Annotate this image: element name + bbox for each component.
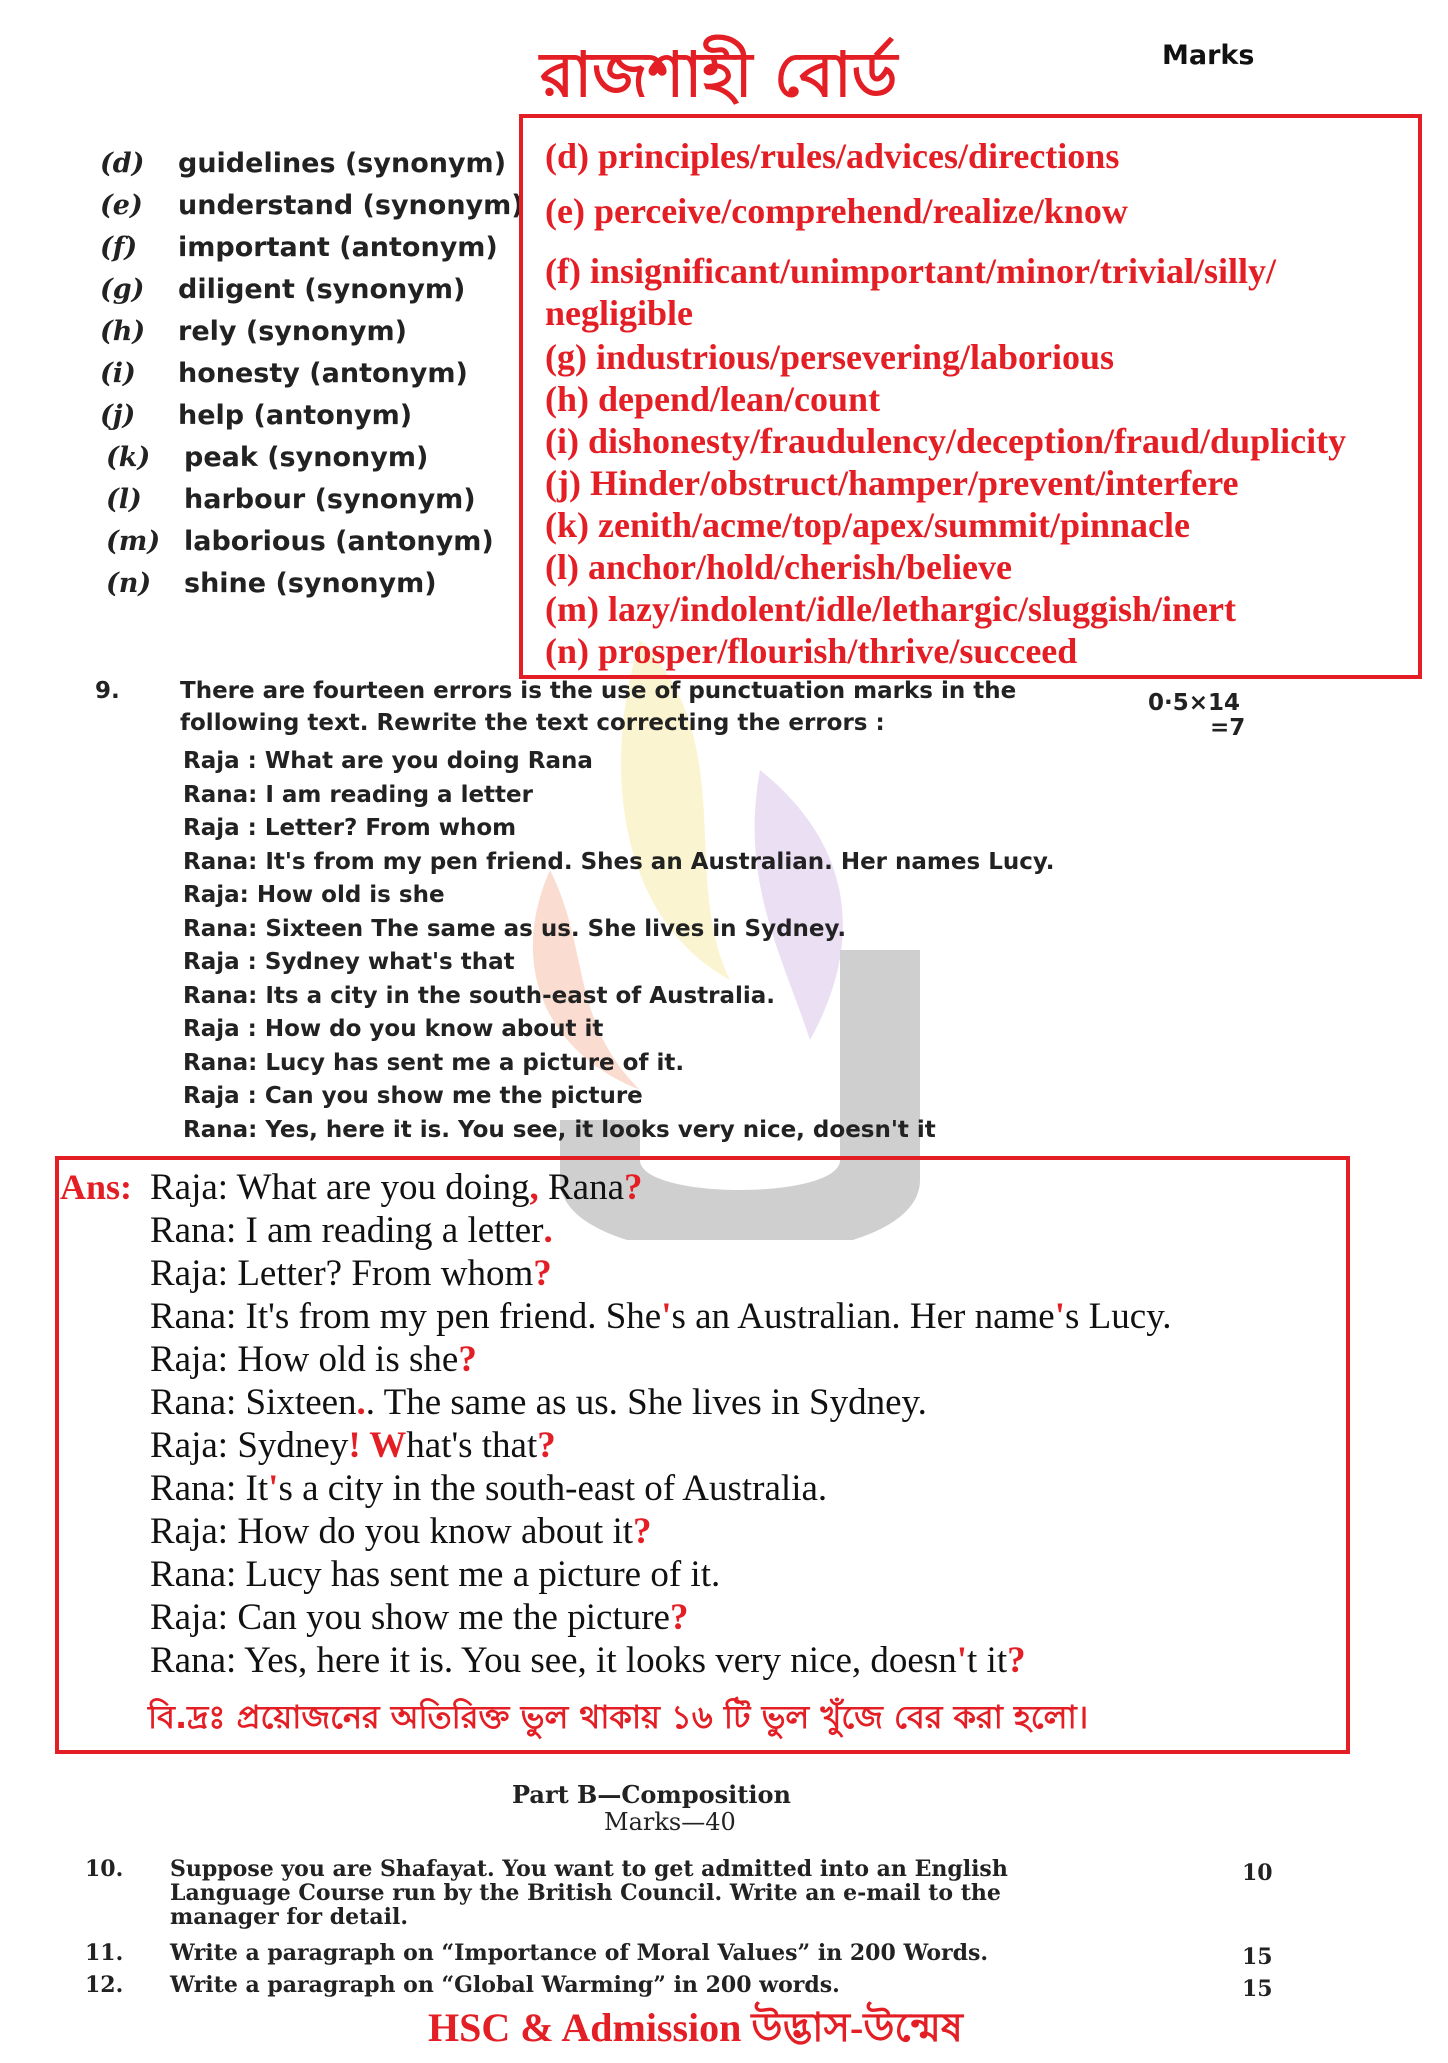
answer-line <box>150 1553 720 1596</box>
vocab-item <box>100 316 407 347</box>
answer-text: hat's that <box>406 1425 538 1466</box>
marks-heading: Marks <box>1162 40 1255 71</box>
item-word: important (antonym) <box>178 232 498 263</box>
item-key: (h) <box>100 316 146 347</box>
vocab-answer-line: (g) industrious/persevering/laborious <box>545 337 1115 377</box>
corrected-punctuation: ' <box>956 1640 968 1681</box>
answer-line <box>150 1209 553 1252</box>
dialogue-line: Rana: Sixteen The same as us. She lives in Sydney. <box>183 915 847 942</box>
corrected-punctuation: ? <box>537 1425 556 1466</box>
item-word: help (antonym) <box>178 400 413 431</box>
dialogue-line: Raja : Letter? From whom <box>183 815 517 841</box>
q9-marks: 0·5×14 <box>1148 690 1241 716</box>
vocab-item <box>100 148 506 179</box>
answer-line <box>150 1510 652 1553</box>
corrected-punctuation: ! W <box>348 1425 407 1466</box>
footer-brand: HSC & Admission উদ্ভাস-উন্মেষ <box>428 2005 963 2050</box>
vocab-item <box>100 358 468 389</box>
answer-line <box>150 1424 556 1467</box>
vocab-item <box>100 274 465 305</box>
item-key: (f) <box>100 232 138 263</box>
dialogue-line: Raja : How do you know about it <box>183 1016 604 1042</box>
answer-text: Raja: Letter? From whom <box>150 1253 534 1294</box>
item-word: peak (synonym) <box>184 442 429 473</box>
answer-text: Rana: It's from my pen friend. She <box>150 1296 662 1337</box>
answer-text: Raja: How old is she <box>150 1339 459 1380</box>
vocab-item <box>106 442 428 473</box>
q10-marks: 10 <box>1242 1860 1273 1886</box>
item-key: (i) <box>100 358 136 389</box>
answer-line <box>150 1639 1026 1682</box>
corrected-punctuation: ' <box>661 1296 672 1337</box>
q12-marks: 15 <box>1242 1976 1273 2002</box>
q9-number: 9. <box>95 678 120 704</box>
answer-text: t it <box>967 1640 1008 1681</box>
answer-text: Raja: Can you show me the picture <box>150 1597 670 1638</box>
vocab-answer-line: (m) lazy/indolent/idle/lethargic/sluggish/inert <box>545 589 1236 629</box>
q11-number: 11. <box>85 1940 124 1966</box>
item-word: diligent (synonym) <box>178 274 466 305</box>
vocab-item <box>100 232 498 263</box>
q9-marks-total: =7 <box>1210 715 1246 741</box>
answer-text: s Lucy. <box>1065 1296 1172 1337</box>
item-word: rely (synonym) <box>178 316 407 347</box>
corrected-punctuation: . <box>543 1210 553 1251</box>
vocab-item <box>100 400 412 431</box>
answer-text: Raja: What are you doing <box>150 1167 530 1208</box>
answer-text: Rana: Sixteen <box>150 1382 357 1423</box>
answer-line <box>150 1381 927 1424</box>
vocab-answer-line: (h) depend/lean/count <box>545 379 881 419</box>
dialogue-line: Raja : Sydney what's that <box>183 949 515 975</box>
vocab-item <box>106 484 476 515</box>
item-key: (j) <box>100 400 136 431</box>
part-b-title: Part B—Composition <box>512 1780 791 1809</box>
corrected-punctuation: . <box>356 1382 366 1423</box>
answer-text: Rana <box>538 1167 625 1208</box>
vocab-answer-line: (f) insignificant/unimportant/minor/trivial/silly/ <box>545 251 1277 291</box>
q12-number: 12. <box>85 1972 124 1998</box>
item-key: (m) <box>106 526 161 557</box>
answer-text: Rana: Lucy has sent me a picture of it. <box>150 1554 721 1595</box>
dialogue-line: Rana: I am reading a letter <box>183 781 533 808</box>
q9-prompt-line1: There are fourteen errors is the use of punctuation marks in the <box>180 678 1017 704</box>
answer-text: s an Australian. Her name <box>671 1296 1055 1337</box>
answer-line <box>150 1467 827 1510</box>
item-word: laborious (antonym) <box>184 526 494 557</box>
item-key: (l) <box>106 484 142 515</box>
corrected-punctuation: ? <box>624 1167 643 1208</box>
item-word: harbour (synonym) <box>184 484 476 515</box>
answer-line <box>150 1252 552 1295</box>
q11-marks: 15 <box>1242 1944 1273 1970</box>
vocab-answer-line: (d) principles/rules/advices/directions <box>545 136 1120 176</box>
answer-line <box>150 1338 477 1381</box>
corrected-punctuation: ? <box>669 1597 689 1638</box>
vocab-answer-line: (i) dishonesty/fraudulency/deception/fraud/duplicity <box>545 421 1347 461</box>
part-b-marks: Marks—40 <box>604 1808 736 1836</box>
item-word: understand (synonym) <box>178 190 524 221</box>
vocab-answer-line: (e) perceive/comprehend/realize/know <box>545 191 1128 231</box>
item-key: (e) <box>100 190 143 221</box>
vocab-answer-line: (j) Hinder/obstruct/hamper/prevent/interfere <box>545 463 1239 503</box>
vocab-item <box>100 190 524 221</box>
vocab-item <box>106 568 437 599</box>
corrected-punctuation: ? <box>458 1339 477 1380</box>
vocab-item <box>106 526 494 557</box>
answer-text: . The same as us. She lives in Sydney. <box>365 1382 927 1423</box>
q10-text-2: Language Course run by the British Council. Write an e-mail to the <box>170 1880 1001 1906</box>
answer-note: বি.দ্রঃ প্রয়োজনের অতিরিক্ত ভুল থাকায় ১৬ টি ভুল খুঁজে বের করা হলো। <box>148 1698 1089 1736</box>
dialogue-line: Rana: Yes, here it is. You see, it looks very nice, doesn't it <box>183 1116 936 1143</box>
dialogue-line: Raja: How old is she <box>183 882 445 908</box>
vocab-answer-line: negligible <box>545 293 694 333</box>
answer-text: Rana: I am reading a letter <box>150 1210 544 1251</box>
item-key: (d) <box>100 148 145 179</box>
item-word: honesty (antonym) <box>178 358 468 389</box>
dialogue-line: Rana: Lucy has sent me a picture of it. <box>183 1049 685 1076</box>
answer-line <box>150 1295 1172 1338</box>
q10-number: 10. <box>85 1856 124 1882</box>
answer-label: Ans: <box>60 1167 133 1207</box>
corrected-punctuation: ' <box>268 1468 279 1509</box>
item-word: shine (synonym) <box>184 568 437 599</box>
dialogue-line: Raja : Can you show me the picture <box>183 1083 643 1109</box>
item-word: guidelines (synonym) <box>178 148 507 179</box>
q9-prompt-line2: following text. Rewrite the text correcting the errors : <box>180 710 885 736</box>
corrected-punctuation: , <box>529 1167 539 1208</box>
q10-text-1: Suppose you are Shafayat. You want to get admitted into an English <box>170 1856 1008 1882</box>
answer-text: Rana: It <box>150 1468 269 1509</box>
answer-line <box>150 1166 643 1209</box>
answer-text: Raja: How do you know about it <box>150 1511 634 1552</box>
q10-text-3: manager for detail. <box>170 1904 408 1930</box>
dialogue-line: Rana: Its a city in the south-east of Australia. <box>183 982 776 1009</box>
answer-line <box>150 1596 688 1639</box>
item-key: (n) <box>106 568 152 599</box>
q12-text: Write a paragraph on “Global Warming” in 200 words. <box>170 1972 840 1998</box>
vocab-answer-line: (k) zenith/acme/top/apex/summit/pinnacle <box>545 505 1190 545</box>
corrected-punctuation: ? <box>1007 1640 1026 1681</box>
board-title: রাজশাহী বোর্ড <box>540 38 898 111</box>
corrected-punctuation: ? <box>533 1253 552 1294</box>
item-key: (k) <box>106 442 151 473</box>
answer-text: s a city in the south-east of Australia. <box>278 1468 828 1509</box>
answer-text: Rana: Yes, here it is. You see, it looks very nice, doesn <box>150 1640 957 1681</box>
corrected-punctuation: ' <box>1054 1296 1066 1337</box>
dialogue-line: Rana: It's from my pen friend. Shes an Australian. Her names Lucy. <box>183 848 1055 875</box>
item-key: (g) <box>100 274 145 305</box>
corrected-punctuation: ? <box>633 1511 652 1552</box>
q11-text: Write a paragraph on “Importance of Moral Values” in 200 Words. <box>170 1940 989 1966</box>
answer-text: Raja: Sydney <box>150 1425 349 1466</box>
vocab-answer-line: (n) prosper/flourish/thrive/succeed <box>545 631 1078 671</box>
vocab-answer-line: (l) anchor/hold/cherish/believe <box>545 547 1012 587</box>
dialogue-line: Raja : What are you doing Rana <box>183 748 593 774</box>
